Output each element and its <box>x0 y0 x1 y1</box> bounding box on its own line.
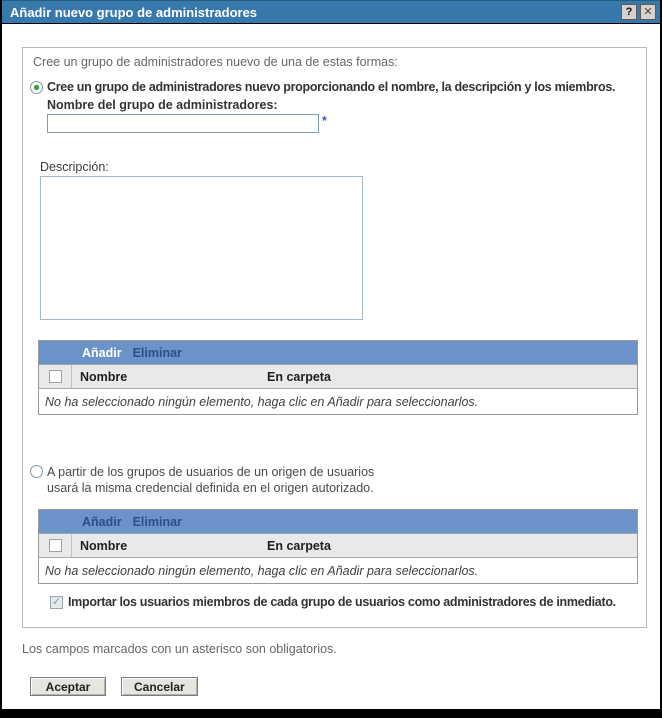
groups-column-folder: En carpeta <box>267 538 331 553</box>
option-source-label <box>47 464 374 496</box>
members-empty-message: No ha seleccionado ningún elemento, haga clic en Añadir para seleccionarlos. <box>45 394 479 409</box>
import-row <box>50 595 646 609</box>
members-table-header <box>39 365 637 389</box>
groups-table <box>38 509 638 584</box>
help-button[interactable] <box>621 4 637 20</box>
option-create-label: Cree un grupo de administradores nuevo proporcionando el nombre, la descripción y los miembros. <box>47 80 616 94</box>
groups-add-link[interactable]: Añadir <box>82 514 122 529</box>
description-textarea[interactable] <box>40 176 363 320</box>
members-column-folder: En carpeta <box>267 369 331 384</box>
group-name-input[interactable] <box>47 114 319 133</box>
members-selectall-checkbox[interactable] <box>49 370 62 383</box>
members-selectall-cell <box>39 365 72 388</box>
groups-table-toolbar <box>39 510 637 534</box>
groups-empty-message: No ha seleccionado ningún elemento, haga clic en Añadir para seleccionarlos. <box>45 563 479 578</box>
import-checkbox[interactable] <box>50 596 63 609</box>
import-checkbox-label: Importar los usuarios miembros de cada grupo de usuarios como administradores de inmediato. <box>68 595 616 609</box>
option-source-label-line2: usará la misma credencial definida en el origen autorizado. <box>47 481 374 495</box>
groups-selectall-checkbox[interactable] <box>49 539 62 552</box>
groups-selectall-cell <box>39 534 72 557</box>
members-remove-link[interactable]: Eliminar <box>132 345 182 360</box>
radio-user-source[interactable] <box>30 465 43 478</box>
group-name-label: Nombre del grupo de administradores: <box>47 98 278 112</box>
required-note: Los campos marcados con un asterisco son obligatorios. <box>22 642 337 656</box>
description-label: Descripción: <box>40 160 109 174</box>
button-row <box>30 677 660 696</box>
window-bottom-edge <box>2 709 660 718</box>
content-panel <box>2 47 660 718</box>
cancel-button[interactable]: Cancelar <box>121 677 198 696</box>
group-name-row <box>47 114 646 133</box>
options-box <box>22 47 647 628</box>
groups-column-name: Nombre <box>80 538 128 553</box>
close-button[interactable] <box>640 4 656 20</box>
required-asterisk: * <box>322 114 327 128</box>
check-icon: ✓ <box>51 595 62 608</box>
close-icon: ✕ <box>643 5 653 18</box>
members-add-link[interactable]: Añadir <box>82 345 122 360</box>
groups-remove-link[interactable]: Eliminar <box>132 514 182 529</box>
intro-text: Cree un grupo de administradores nuevo de una de estas formas: <box>33 55 398 69</box>
option-source-label-line1: A partir de los grupos de usuarios de un origen de usuarios <box>47 465 375 479</box>
option-create-row <box>30 80 646 94</box>
accept-button[interactable]: Aceptar <box>30 677 106 696</box>
help-icon: ? <box>625 5 633 18</box>
dialog-title: Añadir nuevo grupo de administradores <box>10 4 258 20</box>
radio-create-group[interactable] <box>30 81 43 94</box>
titlebar <box>2 0 660 24</box>
members-column-name: Nombre <box>80 369 128 384</box>
option-source-row <box>30 464 646 496</box>
groups-table-header <box>39 534 637 558</box>
members-table-toolbar <box>39 341 637 365</box>
members-table <box>38 340 638 415</box>
